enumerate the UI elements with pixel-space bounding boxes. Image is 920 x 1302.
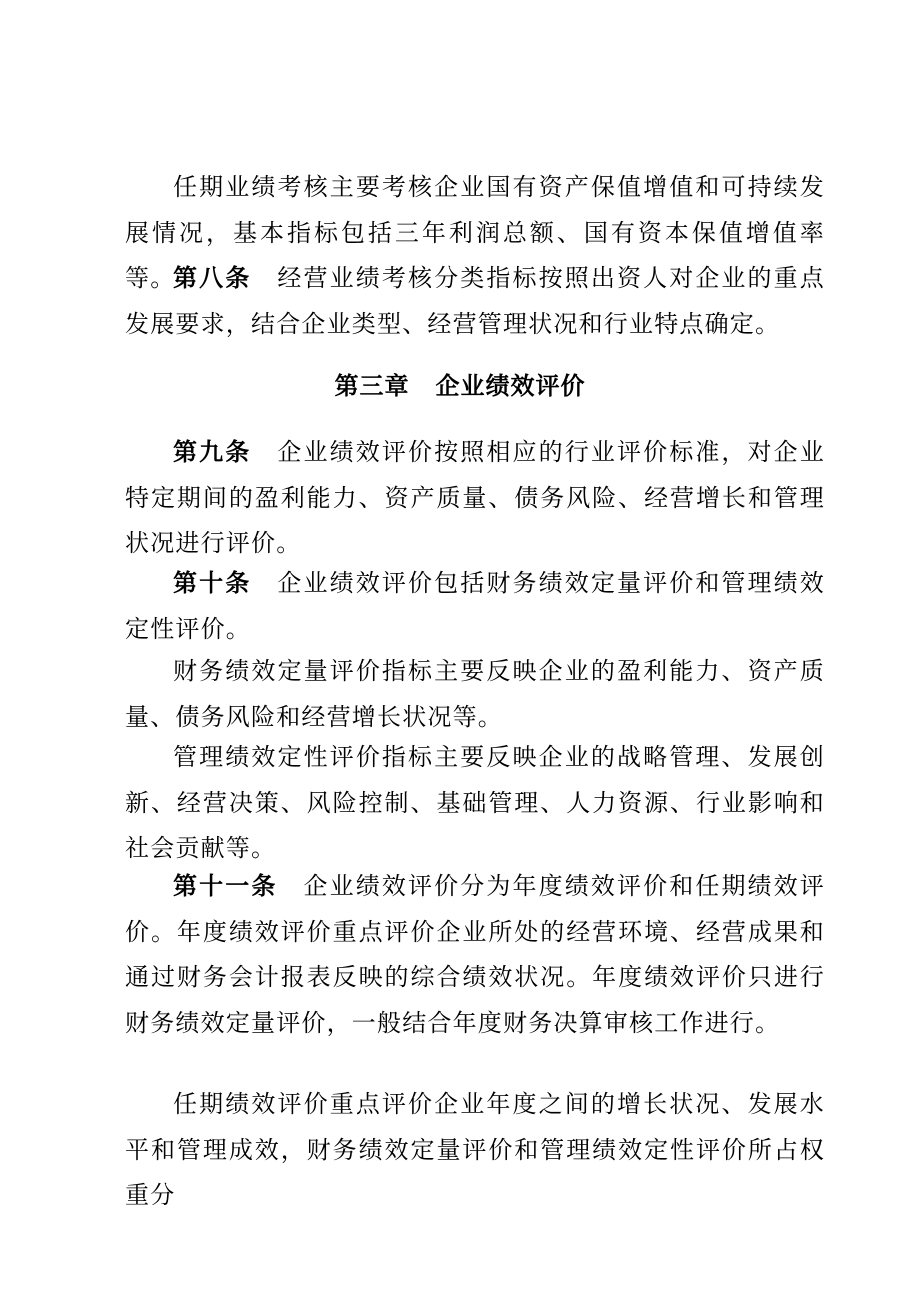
paragraph-text: 任期业绩考核主要考核企业国有资产保值增值和可持续发展情况，基本指标包括三年利润总额、国有资本保值增值率等。 [125,173,825,292]
article-text: 企业绩效评价按照相应的行业评价标准，对企业特定期间的盈利能力、资产质量、债务风险、经营增长和管理状况进行评价。 [125,438,825,557]
paragraph-term-evaluation [125,1082,825,1219]
paragraph-management-indicators [125,735,825,872]
chapter-number: 第三章 [334,372,410,400]
paragraph-text: 管理绩效定性评价指标主要反映企业的战略管理、发展创新、经营决策、风险控制、基础管理、人力资源、行业影响和社会贡献等。 [125,743,825,862]
paragraph-text: 任期绩效评价重点评价企业年度之间的增长状况、发展水平和管理成效，财务绩效定量评价和管理绩效定性评价所占权重分 [125,1090,825,1209]
article-number: 第十条 [173,569,252,597]
article-text: 企业绩效评价包括财务绩效定量评价和管理绩效定性评价。 [125,569,825,643]
paragraph-text: 财务绩效定量评价指标主要反映企业的盈利能力、资产质量、债务风险和经营增长状况等。 [125,657,825,731]
paragraph-financial-indicators [125,649,825,740]
article-text: 企业绩效评价分为年度绩效评价和任期绩效评价。年度绩效评价重点评价企业所处的经营环境、经营成果和通过财务会计报表反映的综合绩效状况。年度绩效评价只进行财务绩效定量评价，一般结合年度财务决算审核工作进行。 [125,872,826,1037]
article-9 [125,430,825,567]
article-11 [125,864,825,1046]
article-10 [125,561,825,652]
article-number: 第十一条 [173,872,278,900]
article-8 [125,256,825,347]
article-text: 经营业绩考核分类指标按照出资人对企业的重点发展要求，结合企业类型、经营管理状况和行业特点确定。 [125,264,825,338]
article-number: 第九条 [173,438,252,466]
article-number: 第八条 [173,264,252,292]
chapter-heading [0,366,920,406]
chapter-title: 企业绩效评价 [435,372,586,400]
